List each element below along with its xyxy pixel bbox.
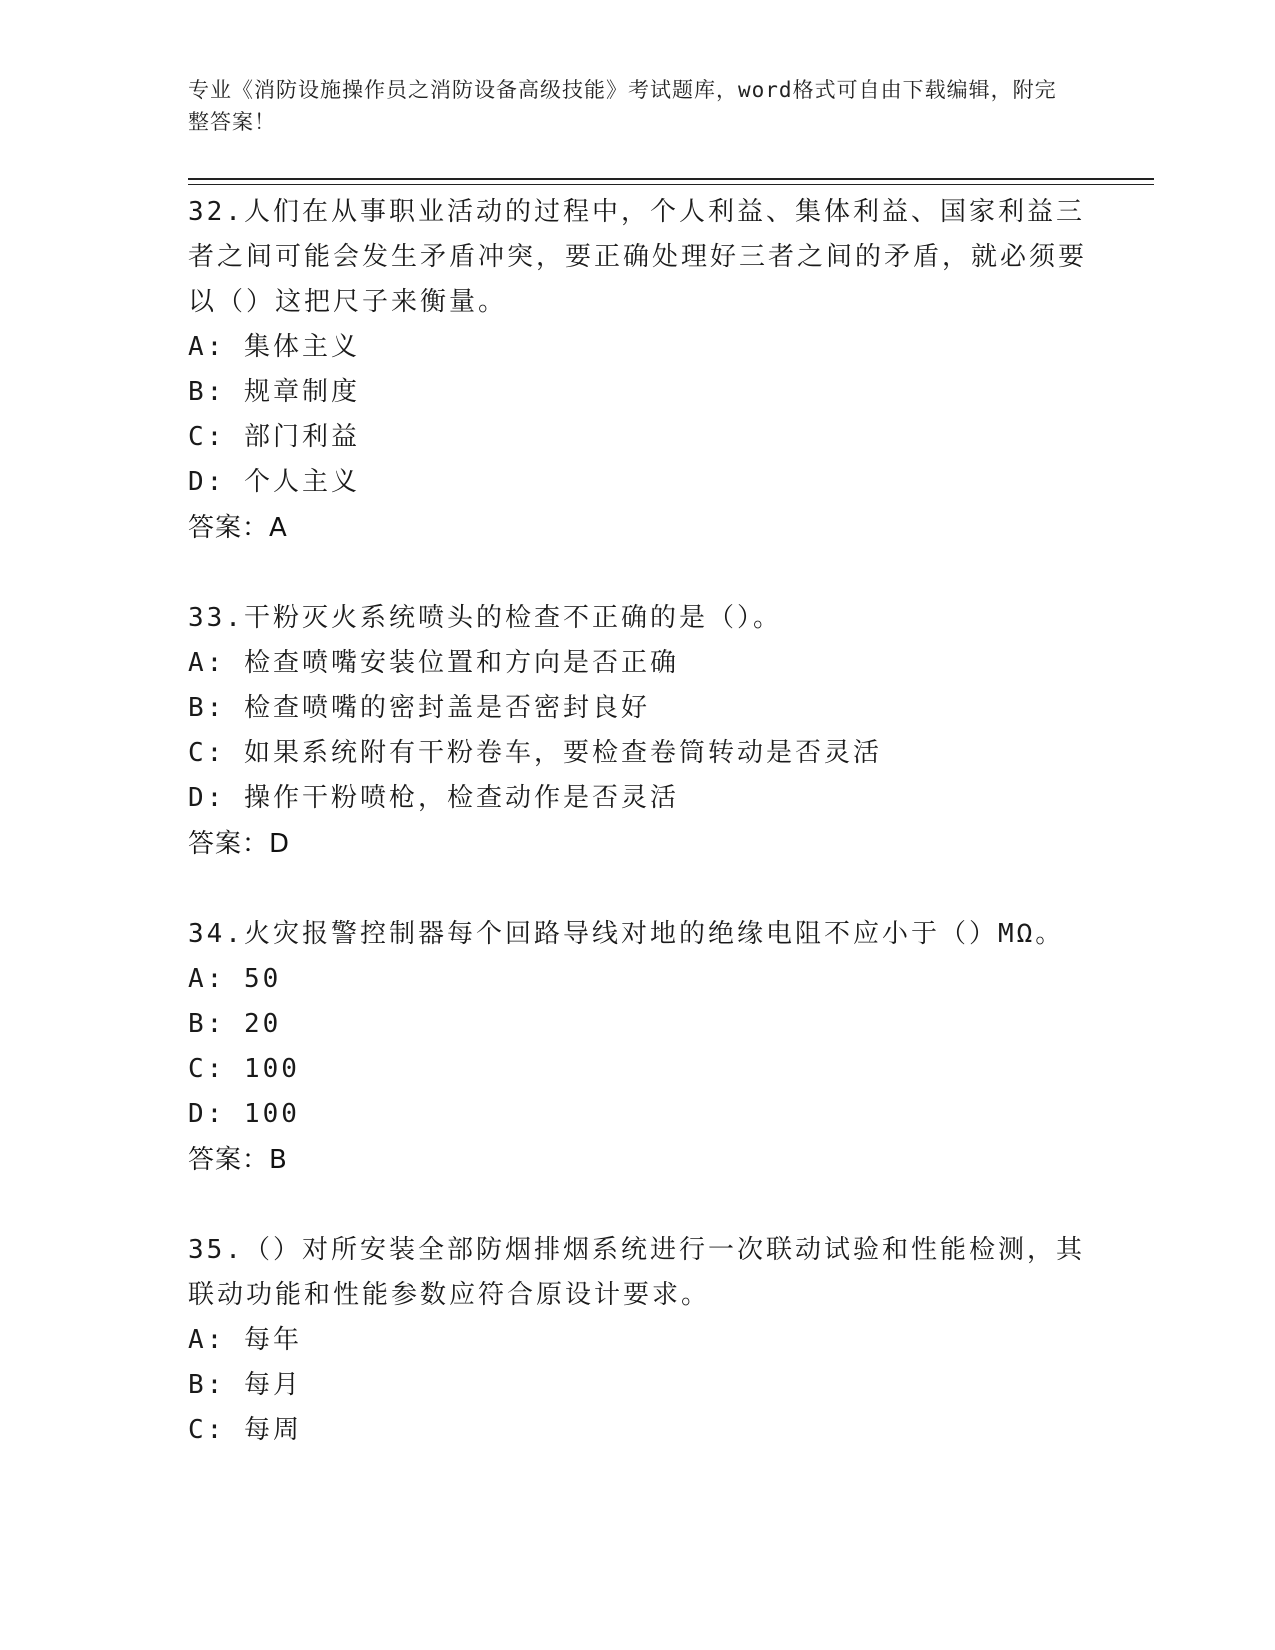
header-divider-thin (188, 184, 1154, 185)
option-b: B: 20 (188, 1009, 282, 1039)
option-c: C: 部门利益 (188, 422, 360, 452)
option-a: A: 集体主义 (188, 332, 360, 362)
option-d: D: 100 (188, 1099, 300, 1129)
question-stem: 34.火灾报警控制器每个回路导线对地的绝缘电阻不应小于（）MΩ。 (188, 919, 1065, 949)
question-35 (188, 1228, 1088, 1453)
option-a: A: 检查喷嘴安装位置和方向是否正确 (188, 648, 679, 678)
option-c: C: 每周 (188, 1415, 302, 1445)
question-stem: 35.（）对所安装全部防烟排烟系统进行一次联动试验和性能检测，其联动功能和性能参数应符合原设计要求。 (188, 1235, 1085, 1310)
answer-label: 答案：A (188, 513, 288, 543)
option-a: A: 50 (188, 964, 282, 994)
option-d: D: 操作干粉喷枪，检查动作是否灵活 (188, 783, 679, 813)
question-33 (188, 596, 1088, 867)
answer-label: 答案：B (188, 1145, 288, 1175)
question-list (188, 190, 1088, 1498)
option-b: B: 规章制度 (188, 377, 360, 407)
option-c: C: 如果系统附有干粉卷车，要检查卷筒转动是否灵活 (188, 738, 882, 768)
question-32 (188, 190, 1088, 551)
option-c: C: 100 (188, 1054, 300, 1084)
option-d: D: 个人主义 (188, 467, 360, 497)
option-b: B: 每月 (188, 1370, 302, 1400)
question-stem: 33.干粉灭火系统喷头的检查不正确的是（）。 (188, 603, 782, 633)
answer-label: 答案：D (188, 829, 291, 859)
document-header: 专业《消防设施操作员之消防设备高级技能》考试题库，word格式可自由下载编辑，附完整答案！ (188, 78, 1057, 134)
question-stem: 32.人们在从事职业活动的过程中，个人利益、集体利益、国家利益三者之间可能会发生矛盾冲突，要正确处理好三者之间的矛盾，就必须要以（）这把尺子来衡量。 (188, 197, 1088, 317)
header-divider-thick (188, 178, 1154, 180)
option-a: A: 每年 (188, 1325, 302, 1355)
option-b: B: 检查喷嘴的密封盖是否密封良好 (188, 693, 650, 723)
question-34 (188, 912, 1088, 1183)
